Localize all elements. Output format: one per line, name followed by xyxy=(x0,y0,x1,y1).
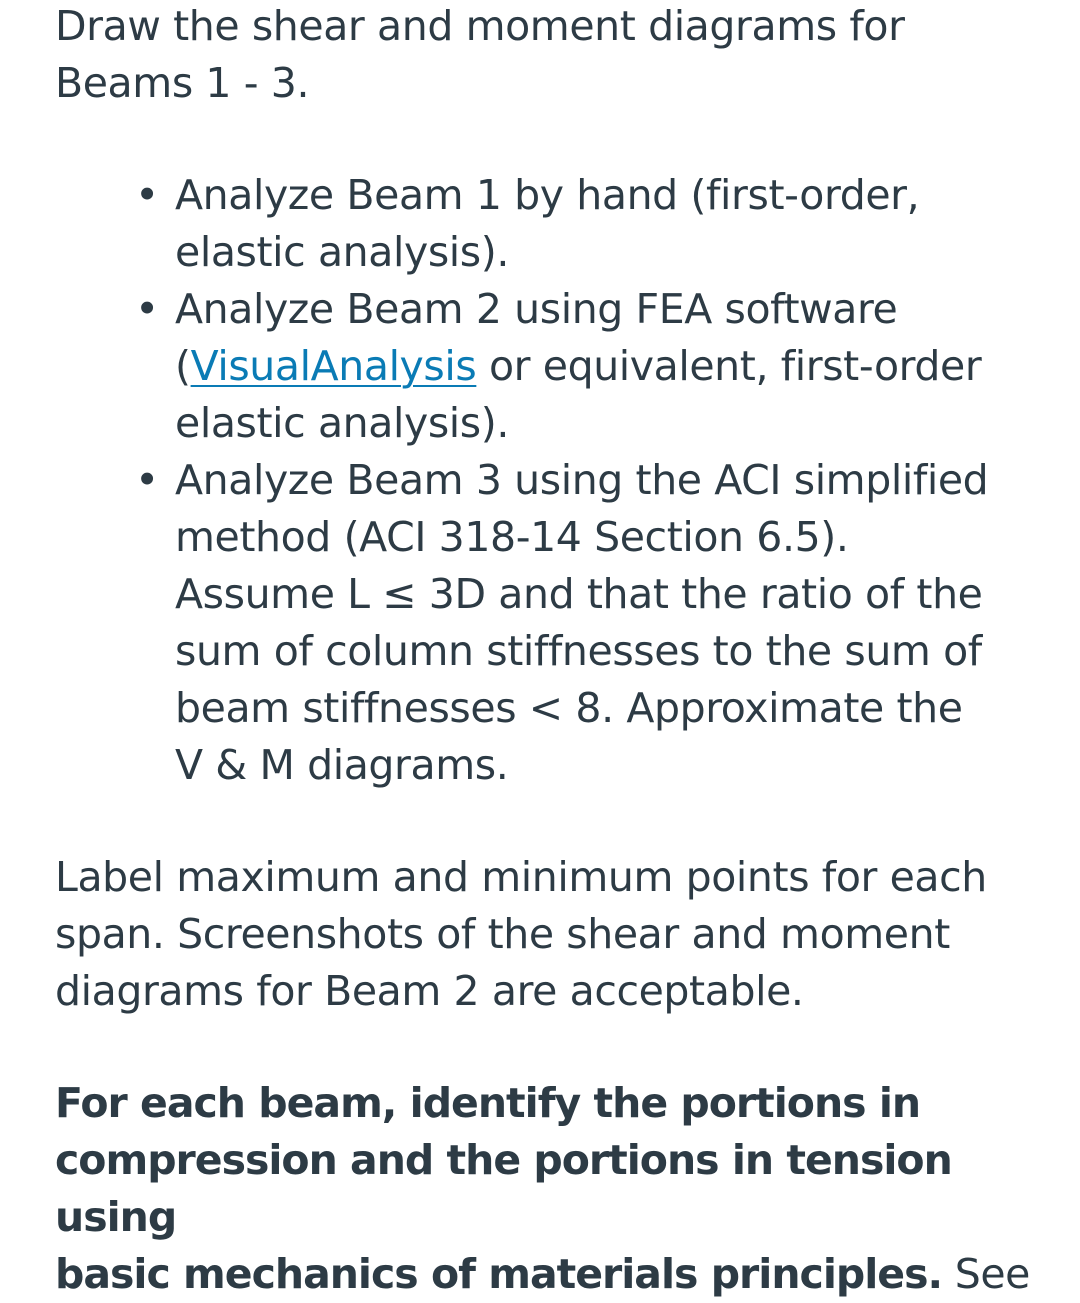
beam3-line-1: Analyze Beam 3 using the ACI simplified xyxy=(175,456,989,504)
beam3-line-2: method (ACI 318-14 Section 6.5). xyxy=(175,513,849,561)
intro-paragraph xyxy=(55,0,1055,112)
list-item xyxy=(135,452,1055,794)
list-item xyxy=(135,167,1055,281)
beam3-line-4: sum of column stiffnesses to the sum of xyxy=(175,627,982,675)
bullet-dot: • xyxy=(135,456,159,504)
bullet-dot: • xyxy=(135,171,159,219)
bold-paragraph xyxy=(55,1075,1055,1303)
label-line-3: diagrams for Beam 2 are acceptable. xyxy=(55,967,804,1015)
beam3-line-6: V & M diagrams. xyxy=(175,741,509,789)
beam1-line-2: elastic analysis). xyxy=(175,228,509,276)
visualanalysis-link[interactable]: VisualAnalysis xyxy=(190,342,477,390)
task-list xyxy=(55,167,1055,794)
list-item xyxy=(135,281,1055,452)
label-paragraph xyxy=(55,849,1055,1020)
label-line-2: span. Screenshots of the shear and moment xyxy=(55,910,950,958)
beam1-line-1: Analyze Beam 1 by hand (first-order, xyxy=(175,171,920,219)
beam2-line-1: Analyze Beam 2 using FEA software xyxy=(175,285,898,333)
label-line-1: Label maximum and minimum points for each xyxy=(55,853,987,901)
beam3-line-5: beam stiffnesses < 8. Approximate the xyxy=(175,684,963,732)
bullet-dot: • xyxy=(135,285,159,333)
intro-line-1: Draw the shear and moment diagrams for xyxy=(55,2,905,50)
bold-line-3-rest: See xyxy=(942,1250,1030,1298)
beam2-paren: ( xyxy=(175,342,191,390)
beam3-line-3: Assume L ≤ 3D and that the ratio of the xyxy=(175,570,983,618)
bold-line-1: For each beam, identify the portions in xyxy=(55,1079,921,1127)
beam2-after-link: or equivalent, first-order xyxy=(476,342,982,390)
assignment-content xyxy=(55,0,1055,1303)
bold-line-2: compression and the portions in tension using xyxy=(55,1136,952,1241)
bold-line-3: basic mechanics of materials principles. xyxy=(55,1250,943,1298)
beam2-line-3: elastic analysis). xyxy=(175,399,509,447)
intro-line-2: Beams 1 - 3. xyxy=(55,59,310,107)
